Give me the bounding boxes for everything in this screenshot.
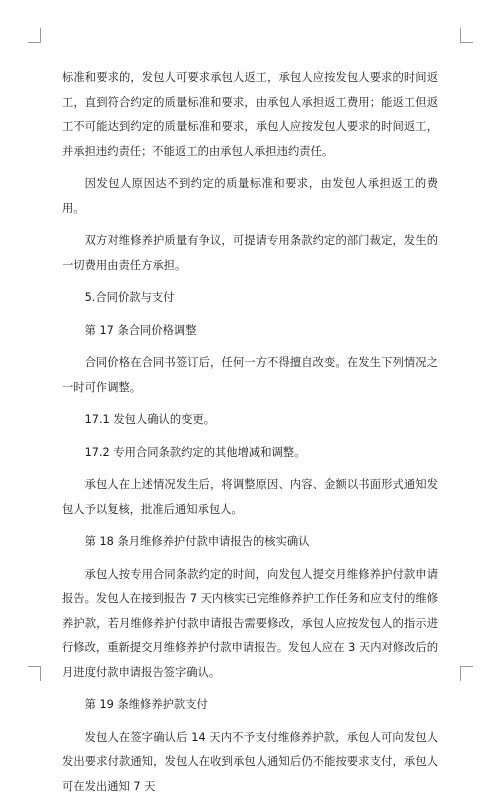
paragraph-quality-dispute: 双方对维修养护质量有争议，可提请专用条款约定的部门裁定，发生的一切费用由责任方承担。 xyxy=(62,234,438,272)
crop-mark-bottom-left xyxy=(28,666,41,681)
article-heading-17: 第 17 条合同价格调整 xyxy=(84,323,197,337)
paragraph-payment-application: 承包人按专用合同条款约定的时间，向发包人提交月维修养护付款申请报告。发包人在接到报告 7 天内核实已完维修养护工作任务和应支付的维修养护款，若月维修养护付款申请报告需要修改，承包人应按发包人的指示进行修改，重新提交月维修养护付款申请报告。发包人应在 3 天内对修改后的月进度付款申请报告签字确认。 xyxy=(62,567,438,679)
clause-17-1: 17.1 发包人确认的变更。 xyxy=(84,413,216,426)
article-heading-19: 第 19 条维修养护款支付 xyxy=(84,698,208,711)
paragraph-adjustment-notice: 承包人在上述情况发生后，将调整原因、内容、金额以书面形式通知发包人予以复核，批准后通知承包人。 xyxy=(62,478,438,516)
clause-17-2: 17.2 专用合同条款约定的其他增减和调整。 xyxy=(84,445,306,459)
crop-mark-top-right xyxy=(460,28,473,43)
paragraph-continuation: 标准和要求的，发包人可要求承包人返工，承包人应按发包人要求的时间返工，直到符合约定的质量标准和要求，由承包人承担返工费用；能返工但返工不可能达到约定的质量标准和要求，承包人应按发包人要求的时间返工，并承担违约责任；不能返工的由承包人承担违约责任。 xyxy=(62,71,438,158)
section-heading-price-payment: 5.合同价款与支付 xyxy=(84,291,175,304)
paragraph-price-adjustment: 合同价格在合同书签订后，任何一方不得擅自改变。在发生下列情况之一时可作调整。 xyxy=(62,356,438,394)
crop-mark-top-left xyxy=(28,28,41,43)
paragraph-employer-rework: 因发包人原因达不到约定的质量标准和要求，由发包人承担返工的费用。 xyxy=(62,177,438,215)
document-body xyxy=(62,66,438,807)
crop-mark-bottom-right xyxy=(460,666,473,681)
paragraph-payment-terms: 发包人在签字确认后 14 天内不予支付维修养护款，承包人可向发包人发出要求付款通知，发包人在收到承包人通知后仍不能按要求支付，承包人可在发出通知 7 天 xyxy=(62,730,438,793)
article-heading-18: 第 18 条月维修养护付款申请报告的核实确认 xyxy=(84,535,310,548)
